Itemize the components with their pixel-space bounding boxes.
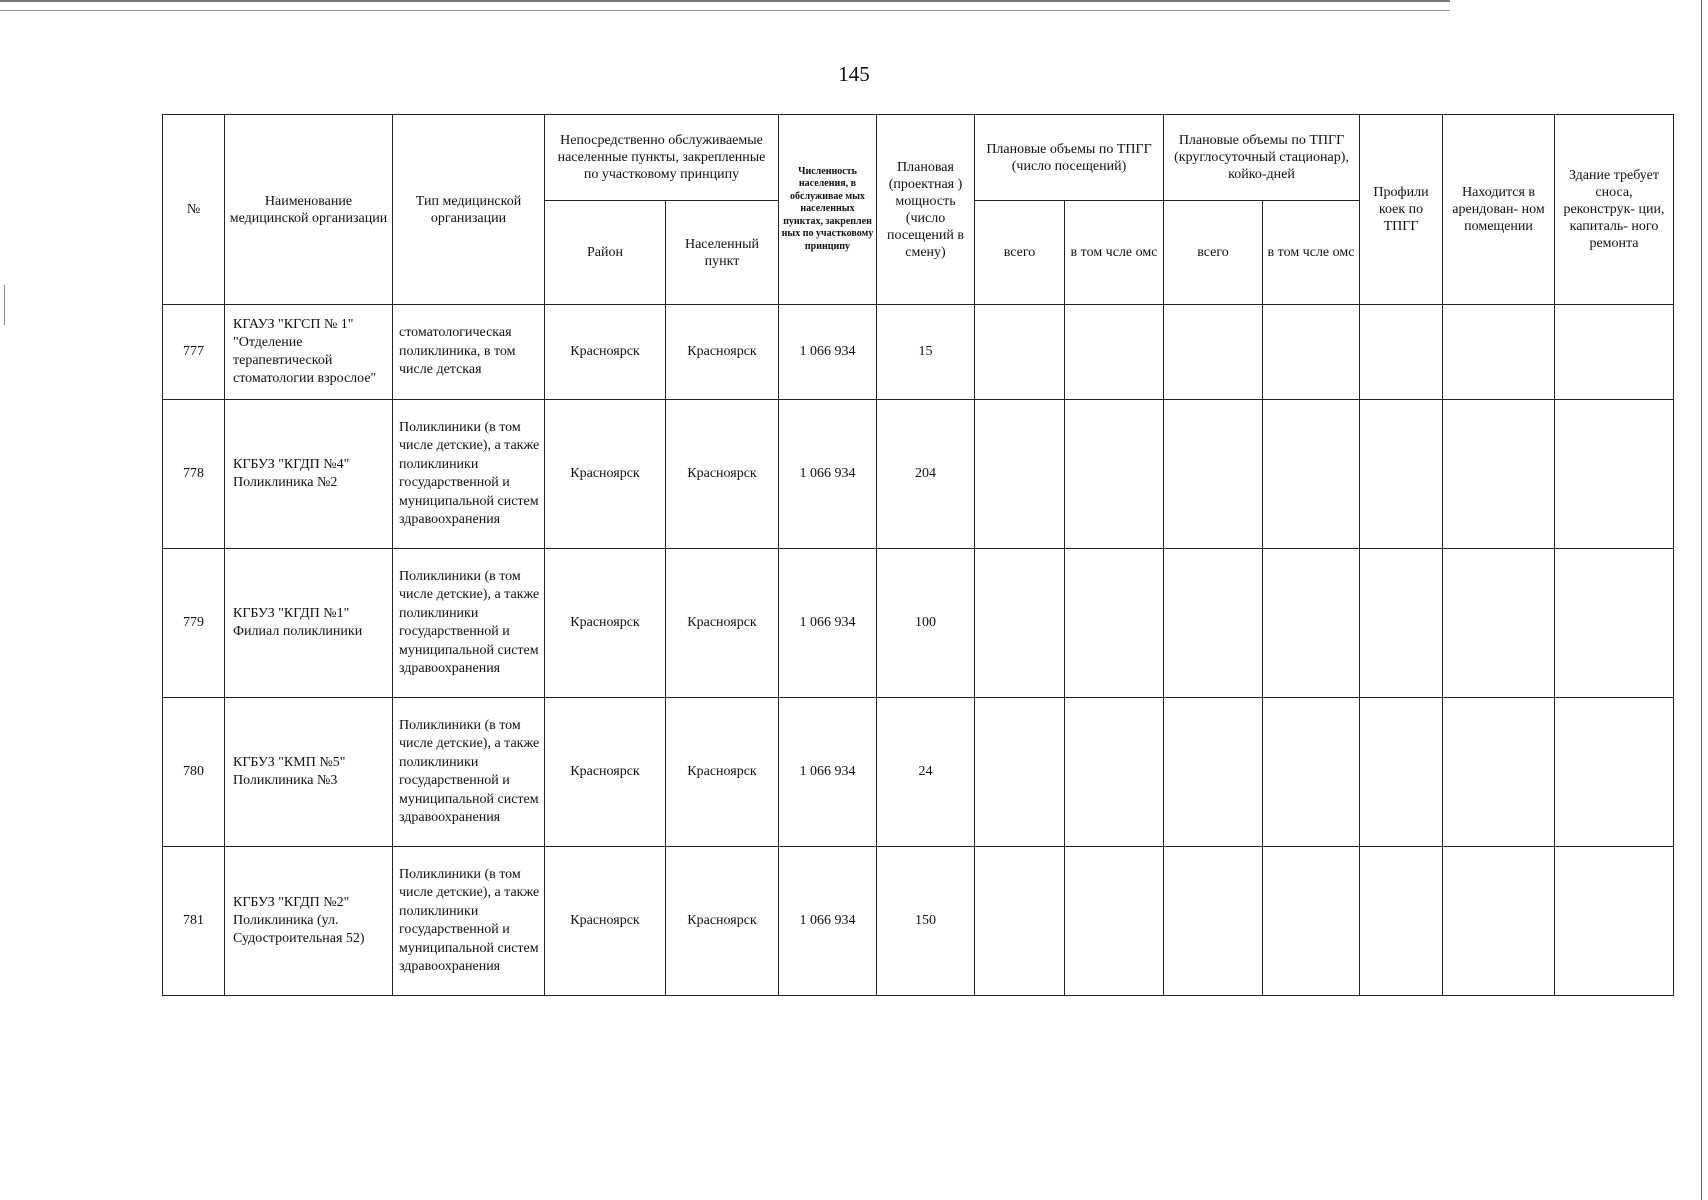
col-header-settlement: Населенный пункт (666, 201, 779, 305)
table-row (163, 698, 1674, 847)
cell-visits-oms (1065, 847, 1164, 996)
cell-district: Красноярск (545, 698, 666, 847)
cell-bed-profiles (1360, 400, 1443, 549)
cell-num: 778 (163, 400, 225, 549)
cell-building (1555, 698, 1674, 847)
col-header-visits-oms: в том чсле омс (1065, 201, 1164, 305)
col-header-bed-profiles: Профили коек по ТПГГ (1360, 115, 1443, 305)
page-number: 145 (838, 62, 870, 86)
scan-mark-left (4, 285, 5, 325)
col-header-hospital-total: всего (1164, 201, 1263, 305)
cell-settlement: Красноярск (666, 549, 779, 698)
cell-type: стоматологическая поликлиника, в том числе детская (393, 305, 545, 400)
cell-name: КГБУЗ "КМП №5" Поликлиника №3 (225, 698, 393, 847)
col-header-served-group: Непосредственно обслуживаемые населенные пункты, закрепленные по участковому принципу (545, 115, 779, 201)
cell-district: Красноярск (545, 847, 666, 996)
cell-building (1555, 549, 1674, 698)
cell-population: 1 066 934 (779, 305, 877, 400)
cell-bed-profiles (1360, 847, 1443, 996)
cell-building (1555, 305, 1674, 400)
col-header-district: Район (545, 201, 666, 305)
cell-building (1555, 847, 1674, 996)
cell-visits-total (975, 305, 1065, 400)
cell-name: КГБУЗ "КГДП №2" Поликлиника (ул. Судостроительная 52) (225, 847, 393, 996)
cell-hospital-oms (1263, 698, 1360, 847)
col-header-rented: Находится в арендован- ном помещении (1443, 115, 1555, 305)
cell-visits-oms (1065, 400, 1164, 549)
cell-rented (1443, 698, 1555, 847)
col-header-visits-total: всего (975, 201, 1065, 305)
cell-rented (1443, 400, 1555, 549)
cell-type: Поликлиники (в том числе детские), а также поликлиники государственной и муниципальной систем здравоохранения (393, 698, 545, 847)
cell-population: 1 066 934 (779, 549, 877, 698)
cell-num: 777 (163, 305, 225, 400)
cell-visits-total (975, 400, 1065, 549)
cell-population: 1 066 934 (779, 400, 877, 549)
cell-settlement: Красноярск (666, 305, 779, 400)
scan-border-right (1701, 0, 1702, 1200)
cell-visits-oms (1065, 698, 1164, 847)
registry-table (162, 114, 1674, 996)
scan-border-top (0, 0, 1450, 2)
col-header-visits-group: Плановые объемы по ТПГГ (число посещений) (975, 115, 1164, 201)
cell-bed-profiles (1360, 305, 1443, 400)
col-header-name: Наименование медицинской организации (225, 115, 393, 305)
cell-visits-total (975, 549, 1065, 698)
cell-capacity: 100 (877, 549, 975, 698)
cell-hospital-oms (1263, 400, 1360, 549)
col-header-capacity: Плановая (проектная ) мощность (число посещений в смену) (877, 115, 975, 305)
cell-building (1555, 400, 1674, 549)
cell-name: КГБУЗ "КГДП №1" Филиал поликлиники (225, 549, 393, 698)
cell-settlement: Красноярск (666, 400, 779, 549)
table-row (163, 549, 1674, 698)
cell-bed-profiles (1360, 549, 1443, 698)
cell-hospital-oms (1263, 305, 1360, 400)
cell-district: Красноярск (545, 400, 666, 549)
cell-district: Красноярск (545, 549, 666, 698)
cell-capacity: 15 (877, 305, 975, 400)
cell-bed-profiles (1360, 698, 1443, 847)
col-header-population: Численность населения, в обслуживае мых населенных пунктах, закреплен ных по участковому принципу (779, 115, 877, 305)
cell-capacity: 204 (877, 400, 975, 549)
col-header-num: № (163, 115, 225, 305)
cell-hospital-total (1164, 549, 1263, 698)
table-row (163, 847, 1674, 996)
cell-settlement: Красноярск (666, 847, 779, 996)
cell-name: КГАУЗ "КГСП № 1" "Отделение терапевтической стоматологии взрослое" (225, 305, 393, 400)
cell-visits-oms (1065, 305, 1164, 400)
cell-num: 781 (163, 847, 225, 996)
cell-district: Красноярск (545, 305, 666, 400)
scan-border-top-secondary (0, 10, 1450, 11)
col-header-building: Здание требует сноса, реконструк- ции, капиталь- ного ремонта (1555, 115, 1674, 305)
cell-hospital-total (1164, 698, 1263, 847)
col-header-type: Тип медицинской организации (393, 115, 545, 305)
cell-type: Поликлиники (в том числе детские), а также поликлиники государственной и муниципальной систем здравоохранения (393, 847, 545, 996)
cell-hospital-oms (1263, 847, 1360, 996)
cell-capacity: 24 (877, 698, 975, 847)
cell-rented (1443, 549, 1555, 698)
cell-rented (1443, 305, 1555, 400)
cell-population: 1 066 934 (779, 698, 877, 847)
table-header-row-1 (163, 115, 1674, 201)
cell-num: 779 (163, 549, 225, 698)
cell-population: 1 066 934 (779, 847, 877, 996)
cell-visits-total (975, 847, 1065, 996)
cell-hospital-oms (1263, 549, 1360, 698)
cell-name: КГБУЗ "КГДП №4" Поликлиника №2 (225, 400, 393, 549)
cell-settlement: Красноярск (666, 698, 779, 847)
cell-rented (1443, 847, 1555, 996)
cell-visits-total (975, 698, 1065, 847)
cell-type: Поликлиники (в том числе детские), а также поликлиники государственной и муниципальной систем здравоохранения (393, 549, 545, 698)
table-row (163, 305, 1674, 400)
cell-hospital-total (1164, 847, 1263, 996)
cell-capacity: 150 (877, 847, 975, 996)
cell-hospital-total (1164, 400, 1263, 549)
col-header-hospital-oms: в том чсле омс (1263, 201, 1360, 305)
cell-hospital-total (1164, 305, 1263, 400)
table-row (163, 400, 1674, 549)
cell-visits-oms (1065, 549, 1164, 698)
cell-num: 780 (163, 698, 225, 847)
col-header-hospital-group: Плановые объемы по ТПГГ (круглосуточный стационар), койко-дней (1164, 115, 1360, 201)
cell-type: Поликлиники (в том числе детские), а также поликлиники государственной и муниципальной систем здравоохранения (393, 400, 545, 549)
